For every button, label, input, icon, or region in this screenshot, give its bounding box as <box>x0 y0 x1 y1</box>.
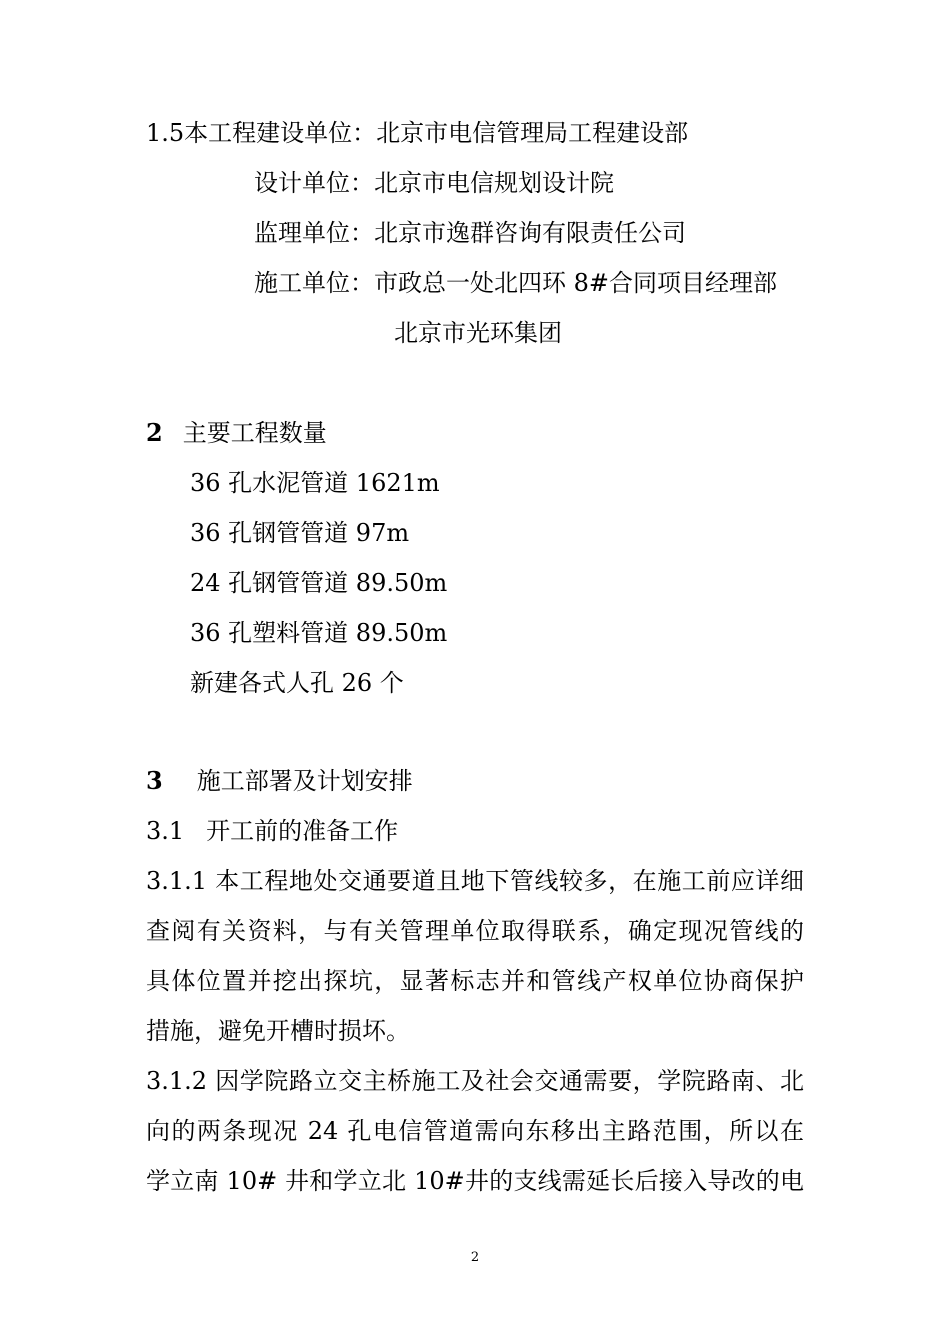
paragraph-3-1-2-line: 向的两条现况 24 孔电信管道需向东移出主路范围，所以在 <box>146 1117 804 1145</box>
supervisor-line <box>254 218 686 248</box>
quantity-item: 36 孔水泥管道 1621m <box>190 469 440 497</box>
section-3-heading <box>146 766 413 796</box>
builder-label: 本工程建设单位： <box>184 119 377 147</box>
section-3-title: 施工部署及计划安排 <box>196 767 413 795</box>
paragraph-3-1-2-line: 3.1.2 因学院路立交主桥施工及社会交通需要，学院路南、北 <box>146 1067 804 1095</box>
section-1-5-builder-line <box>146 118 688 148</box>
designer-label: 设计单位： <box>254 169 374 197</box>
subsection-3-1-title: 开工前的准备工作 <box>206 817 399 845</box>
paragraph-3-1-1-line: 查阅有关资料，与有关管理单位取得联系，确定现况管线的 <box>146 917 804 945</box>
page-number: 2 <box>470 1250 480 1265</box>
contractor-label: 施工单位： <box>254 269 374 297</box>
builder-value: 北京市电信管理局工程建设部 <box>376 119 689 147</box>
paragraph-3-1-2-line: 学立南 10# 井和学立北 10#井的支线需延长后接入导改的电 <box>146 1167 804 1195</box>
subsection-3-1-number: 3.1 <box>146 817 185 845</box>
subsection-3-1-heading <box>146 816 398 846</box>
contractor-value-1: 市政总一处北四环 8#合同项目经理部 <box>374 269 778 297</box>
designer-value: 北京市电信规划设计院 <box>374 169 614 197</box>
quantity-item: 36 孔塑料管道 89.50m <box>190 619 448 647</box>
supervisor-label: 监理单位： <box>254 219 374 247</box>
contractor-value-2: 北京市光环集团 <box>394 319 562 347</box>
quantity-item: 新建各式人孔 26 个 <box>190 669 404 697</box>
supervisor-value: 北京市逸群咨询有限责任公司 <box>374 219 686 247</box>
paragraph-3-1-1-line: 措施，避免开槽时损坏。 <box>146 1017 410 1045</box>
section-3-number: 3 <box>146 766 163 795</box>
section-2-title: 主要工程数量 <box>182 419 327 447</box>
section-number: 1.5 <box>146 119 185 147</box>
paragraph-3-1-1-line: 具体位置并挖出探坑，显著标志并和管线产权单位协商保护 <box>146 967 804 995</box>
paragraph-3-1-1-line: 3.1.1 本工程地处交通要道且地下管线较多，在施工前应详细 <box>146 867 804 895</box>
contractor-line <box>254 268 777 298</box>
quantity-item: 24 孔钢管管道 89.50m <box>190 569 448 597</box>
section-2-heading <box>146 418 327 448</box>
section-2-number: 2 <box>146 418 163 447</box>
designer-line <box>254 168 614 198</box>
quantity-item: 36 孔钢管管道 97m <box>190 519 410 547</box>
